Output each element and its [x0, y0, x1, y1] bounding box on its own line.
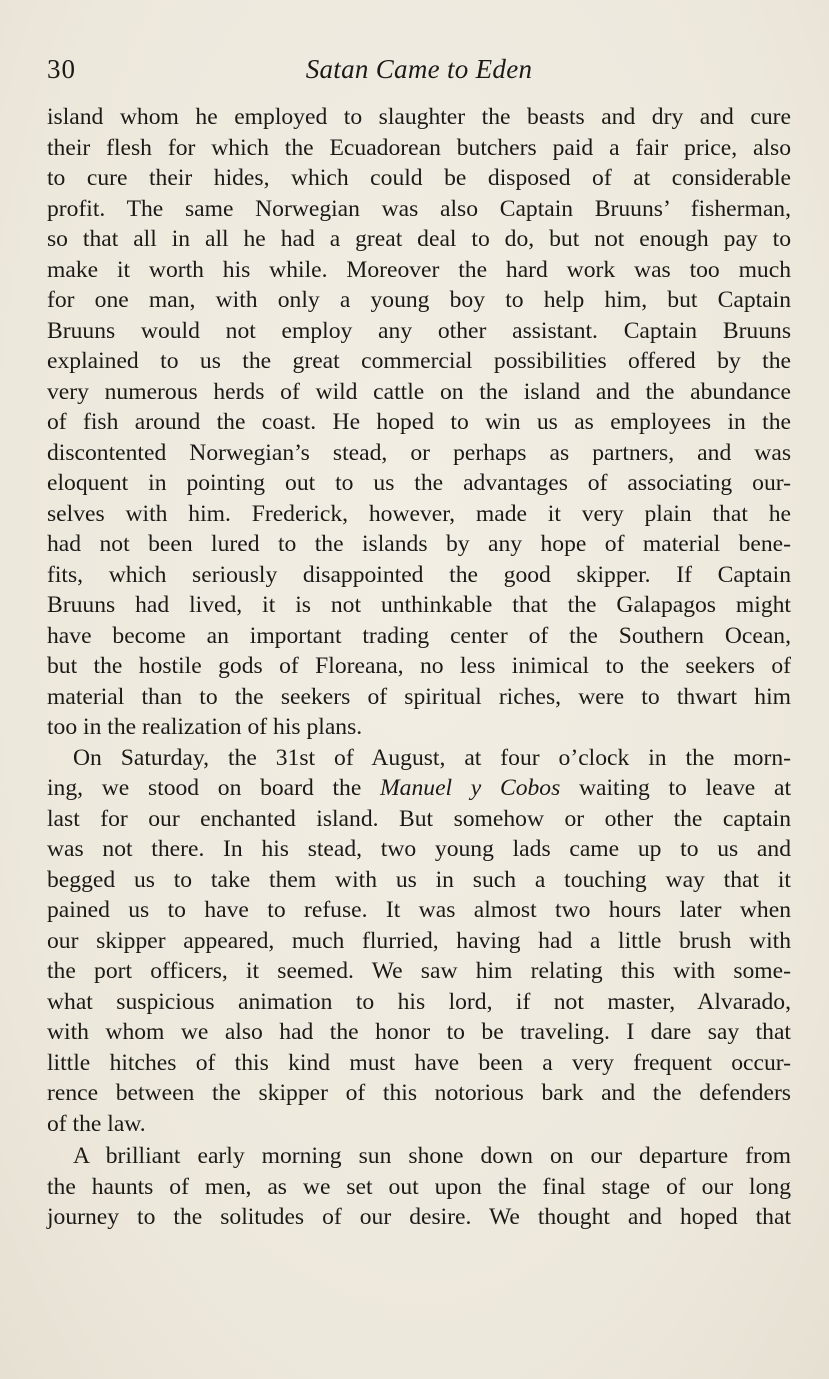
text-line: with whom we also had the honor to be traveling. I dare say that — [47, 1019, 791, 1045]
text-line: journey to the solitudes of our desire. We thought and hoped that — [47, 1204, 791, 1230]
text-line: begged us to take them with us in such a touching way that it — [47, 866, 791, 893]
text-line: rence between the skipper of this notorious bark and the defenders — [47, 1080, 791, 1106]
text-line: Bruuns would not employ any other assistant. Captain Bruuns — [47, 317, 791, 344]
text-line: of fish around the coast. He hoped to win us as employees in the — [47, 409, 791, 435]
text-line: their flesh for which the Ecuadorean butchers paid a fair price, also — [47, 134, 791, 161]
text-line: for one man, with only a young boy to help him, but Captain — [47, 287, 791, 313]
paragraph-1 — [47, 102, 791, 743]
text-line: the haunts of men, as we set out upon the final stage of our long — [47, 1173, 791, 1200]
paragraph-3 — [47, 1141, 791, 1233]
text-line: little hitches of this kind must have been a very frequent occur- — [47, 1049, 791, 1076]
text-line: Bruuns had lived, it is not unthinkable that the Galapagos might — [47, 592, 791, 618]
page-header — [47, 54, 791, 94]
text-line: make it worth his while. Moreover the hard work was too much — [47, 256, 791, 283]
text-line: too in the realization of his plans. — [47, 714, 363, 740]
text-fragment: waiting to leave at — [560, 775, 792, 801]
body-text — [47, 102, 791, 1233]
text-line: our skipper appeared, much flurried, having had a little brush with — [47, 927, 791, 954]
text-line: but the hostile gods of Floreana, no less inimical to the seekers of — [47, 653, 791, 679]
text-line: eloquent in pointing out to us the advantages of associating our- — [47, 470, 791, 496]
text-line: A brilliant early morning sun shone down on our departure from — [73, 1143, 791, 1169]
paragraph-2 — [47, 743, 791, 1140]
text-line: very numerous herds of wild cattle on the island and the abundance — [47, 378, 791, 405]
text-line: the port officers, it seemed. We saw him relating this with some- — [47, 958, 791, 984]
text-line: was not there. In his stead, two young lads came up to us and — [47, 836, 791, 862]
ship-name: Manuel y Cobos — [380, 775, 561, 801]
text-line: last for our enchanted island. But somehow or other the captain — [47, 805, 791, 832]
text-line: fits, which seriously disappointed the good skipper. If Captain — [47, 561, 791, 588]
text-line: On Saturday, the 31st of August, at four o’clock in the morn- — [73, 744, 791, 771]
text-line: pained us to have to refuse. It was almost two hours later when — [47, 897, 791, 923]
page-number: 30 — [47, 54, 76, 84]
text-line: explained to us the great commercial possibilities offered by the — [47, 348, 791, 374]
running-title: Satan Came to Eden — [305, 54, 533, 84]
text-line: had not been lured to the islands by any hope of material bene- — [47, 531, 791, 557]
text-line: island whom he employed to slaughter the beasts and dry and cure — [47, 104, 791, 130]
text-line: to cure their hides, which could be disposed of at considerable — [47, 165, 791, 191]
text-fragment: ing, we stood on board the — [47, 775, 381, 801]
text-line: what suspicious animation to his lord, if not master, Alvarado, — [47, 988, 791, 1015]
text-line-with-ship-name — [47, 773, 791, 804]
text-line: discontented Norwegian’s stead, or perhaps as partners, and was — [47, 439, 791, 466]
text-line: so that all in all he had a great deal to do, but not enough pay to — [47, 226, 791, 252]
text-line: have become an important trading center of the Southern Ocean, — [47, 622, 791, 649]
text-line: selves with him. Frederick, however, made it very plain that he — [47, 500, 791, 527]
text-line: of the law. — [47, 1110, 146, 1137]
text-line: material than to the seekers of spiritual riches, were to thwart him — [47, 683, 791, 710]
text-line: profit. The same Norwegian was also Captain Bruuns’ fisherman, — [47, 195, 791, 222]
